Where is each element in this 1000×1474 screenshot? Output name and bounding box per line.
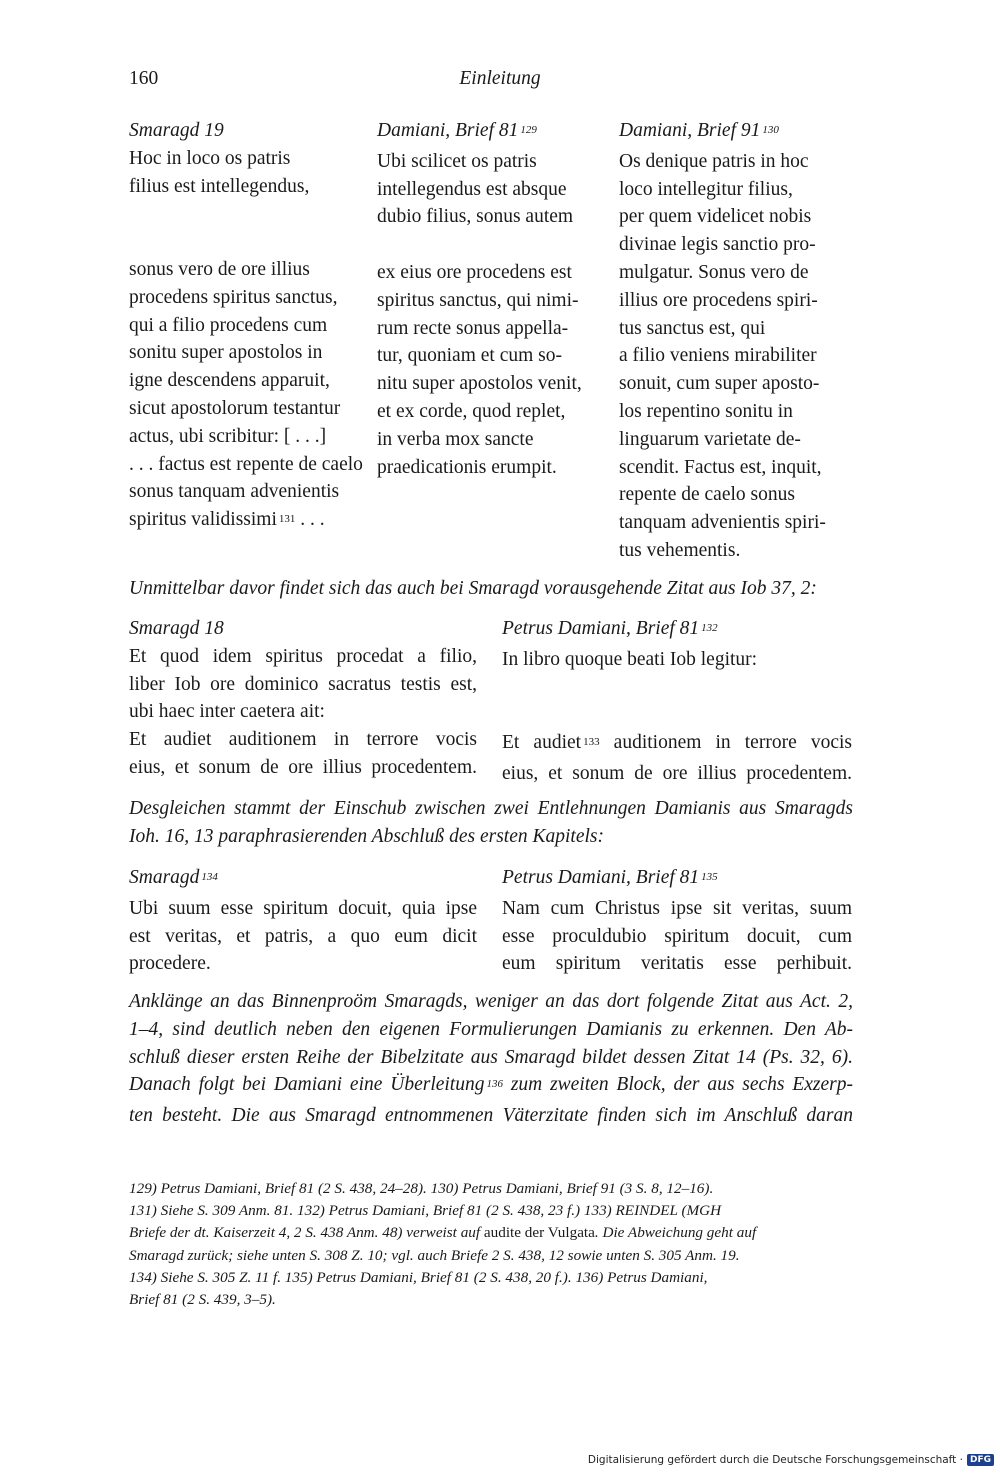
text-line: spiritus validissimi $^{131}$ . . . bbox=[129, 509, 325, 531]
text-line: los repentino sonitu in bbox=[619, 400, 793, 422]
footnote-ref: 135 bbox=[701, 871, 718, 883]
text-line: Ioh. 16, 13 paraphrasierenden Abschluß des ersten Kapitels: bbox=[129, 825, 604, 847]
text-line: Danach folgt bei Damiani eine Überleitung $^{136}$ zum zweiten Block, der aus sechs Exzerp- bbox=[129, 1074, 854, 1096]
text-line: Os denique patris in hoc bbox=[619, 150, 809, 172]
text-line: Hoc in loco os patris bbox=[129, 147, 291, 169]
text-line: spiritus sanctus, qui nimi- bbox=[377, 289, 579, 311]
text-line: Nam cum Christus ipse sit veritas, suum bbox=[502, 897, 852, 919]
spacer bbox=[502, 674, 852, 730]
footnote-ref: 131 bbox=[278, 513, 296, 526]
text-line: Anklänge an das Binnenproöm Smaragds, weniger an das dort folgende Zitat aus Act. 2, bbox=[129, 991, 853, 1012]
text-line: schluß dieser ersten Reihe der Bibelzitate aus Smaragd bildet dessen Zitat 14 (Ps. 32, 6). bbox=[129, 1046, 853, 1068]
footnote-ref: 130 bbox=[762, 124, 779, 136]
footnote-ref: 129 bbox=[520, 124, 537, 136]
text-line: in verba mox sancte bbox=[377, 428, 534, 450]
footnote-line: 134) Siehe S. 305 Z. 11 f. 135) Petrus Damiani, Brief 81 (2 S. 438, 20 f.). 136) Petrus Damiani, bbox=[129, 1268, 708, 1286]
text-line: Et audiet $^{133}$ auditionem in terrore vocis bbox=[502, 732, 852, 754]
text-line: et ex corde, quod replet, bbox=[377, 400, 566, 422]
text-line: . . . factus est repente de caelo bbox=[129, 453, 363, 475]
footnote-ref: 136 bbox=[486, 1078, 503, 1091]
text-line: illius ore procedens spiri- bbox=[619, 289, 818, 311]
text-line: nitu super apostolos venit, bbox=[377, 373, 582, 395]
body-paragraph bbox=[129, 988, 853, 1130]
column-heading: Smaragd 18 bbox=[129, 618, 224, 639]
text-line: Et audiet auditionem in terrore vocis bbox=[129, 729, 477, 751]
column-damiani-brief-91 bbox=[619, 117, 826, 565]
text-line: a filio veniens mirabiliter bbox=[619, 345, 817, 367]
text-line: eius, et sonum de ore illius procedentem. bbox=[502, 762, 852, 784]
dfg-logo: DFG bbox=[967, 1454, 994, 1466]
column-petrus-damiani-brief-81 bbox=[502, 615, 852, 788]
running-title: Einleitung bbox=[459, 68, 541, 89]
text-line: est veritas, et patris, a quo eum dicit bbox=[129, 925, 477, 947]
footnote-line: Smaragd zurück; siehe unten S. 308 Z. 10; vgl. auch Briefe 2 S. 438, 12 sowie unten S. 305 Anm. 19. bbox=[129, 1246, 740, 1264]
text-line: dubio filius, sonus autem bbox=[377, 206, 574, 228]
text-line: liber Iob ore dominico sacratus testis est, bbox=[129, 673, 477, 695]
column-damiani-brief-81 bbox=[377, 117, 582, 481]
column-heading: Damiani, Brief 81 $^{129}$ bbox=[377, 120, 537, 141]
text-line: Ubi suum esse spiritum docuit, quia ipse bbox=[129, 897, 477, 919]
footnote-ref: 133 bbox=[583, 736, 600, 749]
text-line: sicut apostolorum testantur bbox=[129, 397, 341, 419]
transition-text bbox=[129, 795, 853, 851]
column-heading: Damiani, Brief 91 $^{130}$ bbox=[619, 120, 779, 141]
digitization-footer bbox=[588, 1454, 994, 1466]
text-line: filius est intellegendus, bbox=[129, 175, 310, 197]
column-smaragd-18 bbox=[129, 615, 477, 782]
text-line: ex eius ore procedens est bbox=[377, 261, 572, 283]
text-line: sonus vero de ore illius bbox=[129, 258, 310, 280]
text-line: tus sanctus est, qui bbox=[619, 317, 766, 339]
text-line: rum recte sonus appella- bbox=[377, 317, 569, 339]
text-line: ubi haec inter caetera ait: bbox=[129, 701, 325, 723]
text-line: eius, et sonum de ore illius procedentem. bbox=[129, 756, 477, 778]
column-smaragd-19 bbox=[129, 117, 363, 537]
text-line: sonus tanquam advenientis bbox=[129, 481, 340, 503]
text-line: procedere. bbox=[129, 953, 211, 975]
text-line: loco intellegitur filius, bbox=[619, 178, 793, 200]
text-line: qui a filio procedens cum bbox=[129, 314, 328, 336]
text-line: 1–4, sind deutlich neben den eigenen Formulierungen Damianis zu erkennen. Den Ab- bbox=[129, 1018, 853, 1040]
text-line: scendit. Factus est, inquit, bbox=[619, 456, 822, 478]
text-line: praedicationis erumpit. bbox=[377, 456, 557, 478]
column-heading: Petrus Damiani, Brief 81 $^{132}$ bbox=[502, 618, 718, 639]
column-smaragd bbox=[129, 864, 477, 978]
page-number: 160 bbox=[129, 68, 159, 89]
text-line: Et quod idem spiritus procedat a filio, bbox=[129, 645, 477, 667]
footnote-ref: 132 bbox=[701, 622, 718, 634]
text-line: sonuit, cum super aposto- bbox=[619, 373, 820, 395]
footnotes bbox=[129, 1178, 853, 1311]
footnote-line: Briefe der dt. Kaiserzeit 4, 2 S. 438 Anm. 48) verweist auf audite der Vulgata. Die Abweichung geht auf bbox=[129, 1224, 757, 1242]
text-line: procedens spiritus sanctus, bbox=[129, 286, 338, 308]
text-line: linguarum varietate de- bbox=[619, 428, 801, 450]
spacer bbox=[129, 200, 363, 256]
text-line: intellegendus est absque bbox=[377, 178, 567, 200]
text-line: Ubi scilicet os patris bbox=[377, 150, 537, 172]
column-heading: Smaragd $^{134}$ bbox=[129, 867, 218, 888]
text-line: divinae legis sanctio pro- bbox=[619, 234, 816, 256]
text-line: per quem videlicet nobis bbox=[619, 206, 812, 228]
text-line: tus vehementis. bbox=[619, 539, 741, 561]
text-line: sonitu super apostolos in bbox=[129, 342, 323, 364]
text-line: esse proculdubio spiritum docuit, cum bbox=[502, 925, 852, 947]
footer-text: Digitalisierung gefördert durch die Deutsche Forschungsgemeinschaft · bbox=[587, 1454, 963, 1466]
text-line: tur, quoniam et cum so- bbox=[377, 345, 562, 367]
column-heading: Smaragd 19 bbox=[129, 120, 224, 141]
column-petrus-damiani-brief-81 bbox=[502, 864, 852, 978]
footnote-ref: 134 bbox=[201, 871, 218, 883]
text-line: actus, ubi scribitur: [ . . .] bbox=[129, 425, 327, 447]
text-line: igne descendens apparuit, bbox=[129, 370, 330, 392]
column-heading: Petrus Damiani, Brief 81 $^{135}$ bbox=[502, 867, 718, 888]
text-line: repente de caelo sonus bbox=[619, 484, 795, 506]
text-line: tanquam advenientis spiri- bbox=[619, 512, 826, 534]
text-line: mulgatur. Sonus vero de bbox=[619, 261, 809, 283]
transition-text: Unmittelbar davor findet sich das auch bei Smaragd vorausgehende Zitat aus Iob 37, 2: bbox=[129, 578, 817, 599]
footnote-line: 131) Siehe S. 309 Anm. 81. 132) Petrus Damiani, Brief 81 (2 S. 438, 23 f.) 133) REINDEL (MGH bbox=[129, 1202, 722, 1220]
spacer bbox=[377, 231, 582, 259]
text-line: In libro quoque beati Iob legitur: bbox=[502, 648, 758, 670]
text-line: eum spiritum veritatis esse perhibuit. bbox=[502, 953, 852, 975]
text-line: ten besteht. Die aus Smaragd entnommenen Väterzitate finden sich im Anschluß daran bbox=[129, 1105, 853, 1127]
text-line: Desgleichen stammt der Einschub zwischen zwei Entlehnungen Damianis aus Smaragds bbox=[129, 798, 853, 819]
footnote-line: 129) Petrus Damiani, Brief 81 (2 S. 438, 24–28). 130) Petrus Damiani, Brief 91 (3 S. 8, 12–16). bbox=[129, 1180, 714, 1197]
footnote-line: Brief 81 (2 S. 439, 3–5). bbox=[129, 1291, 276, 1309]
